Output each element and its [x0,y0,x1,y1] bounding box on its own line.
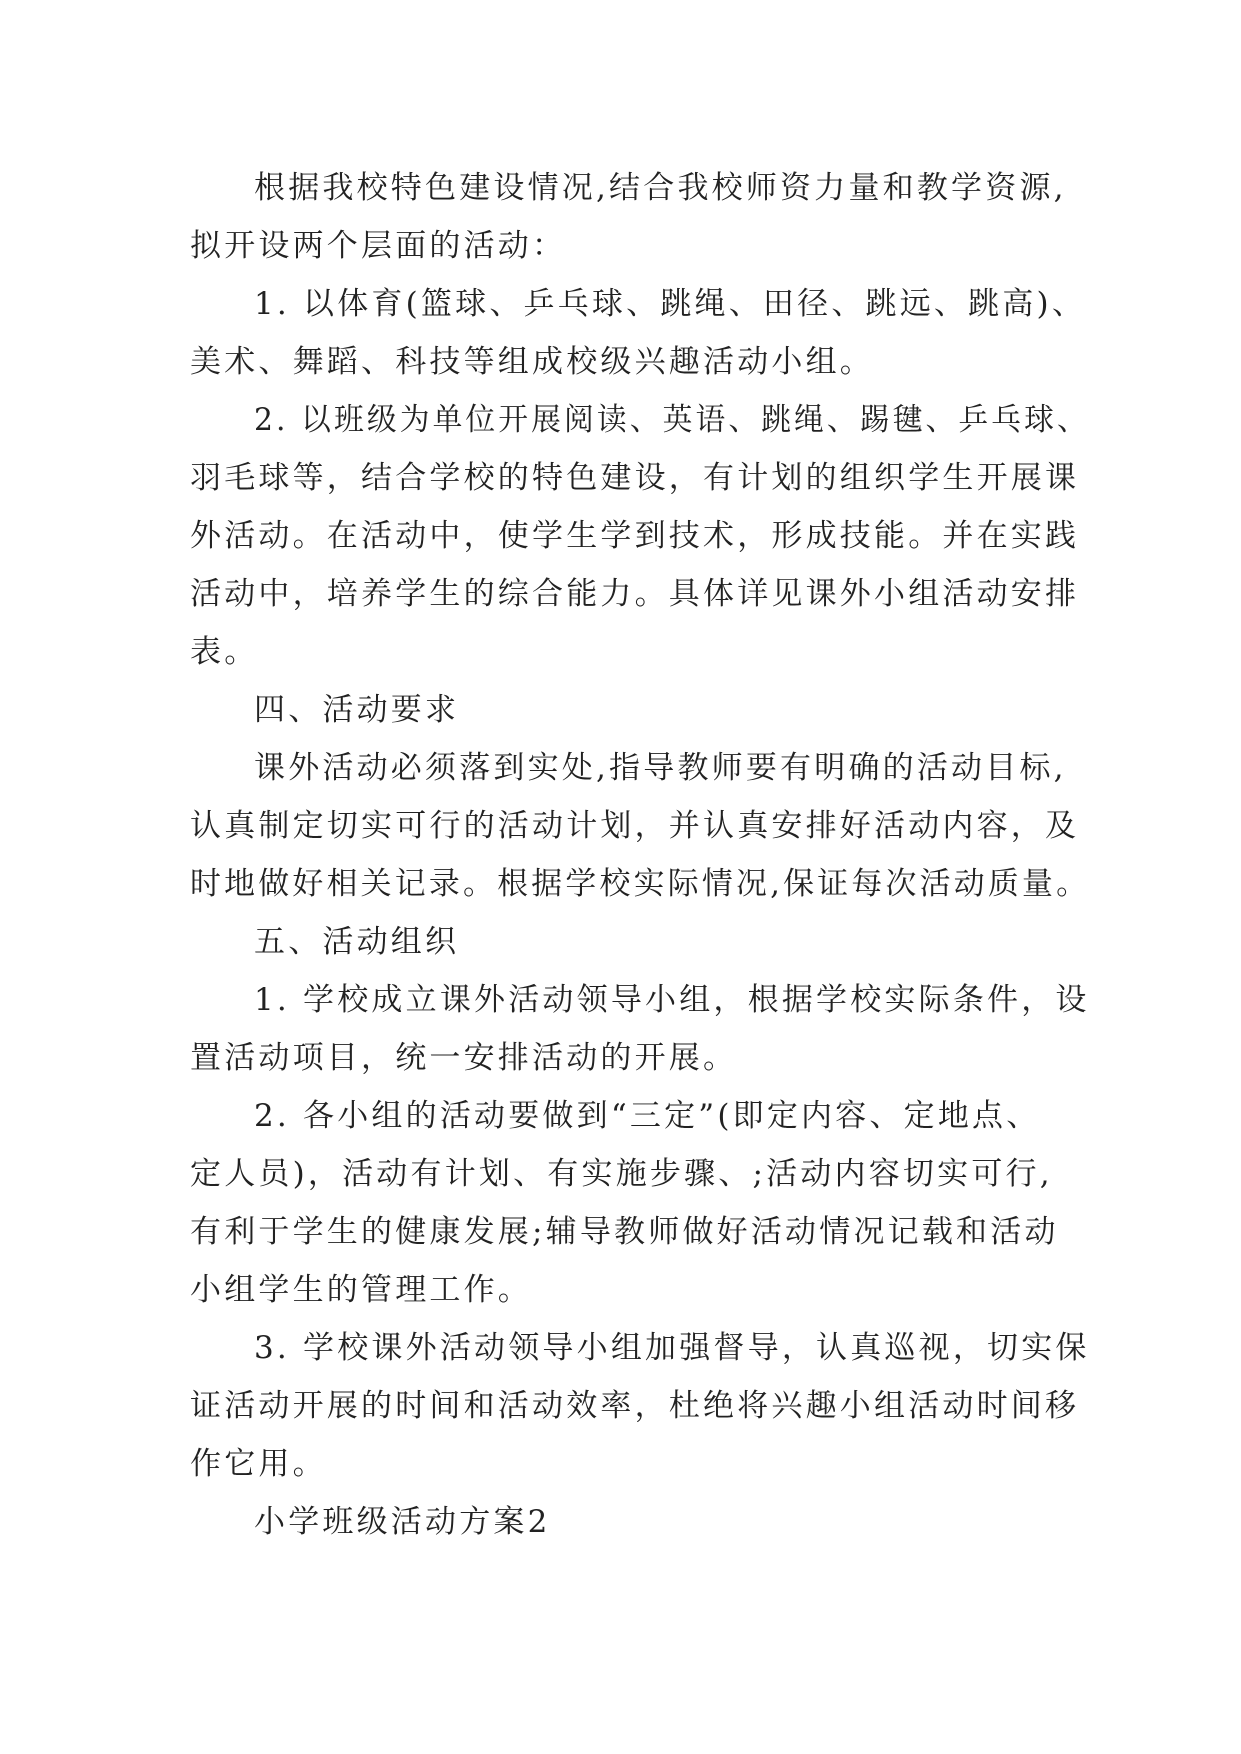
section-heading: 四、活动要求 [254,692,460,728]
list-item-line: 定人员)，活动有计划、有实施步骤、;活动内容切实可行, [190,1156,1053,1192]
paragraph-line: 课外活动必须落到实处,指导教师要有明确的活动目标, [254,750,1067,786]
list-item-line: 小组学生的管理工作。 [190,1272,532,1308]
section-title: 小学班级活动方案2 [254,1504,551,1540]
list-item-line: 有利于学生的健康发展;辅导教师做好活动情况记载和活动 [190,1214,1059,1250]
paragraph-line: 根据我校特色建设情况,结合我校师资力量和教学资源, [254,170,1067,206]
paragraph-line: 时地做好相关记录。根据学校实际情况,保证每次活动质量。 [190,866,1091,902]
list-item-line: 作它用。 [190,1446,327,1482]
list-item-line: 活动中，培养学生的综合能力。具体详见课外小组活动安排 [190,576,1080,612]
list-item-line: 证活动开展的时间和活动效率，杜绝将兴趣小组活动时间移 [190,1388,1080,1424]
list-item-line: 1. 以体育(篮球、乒乓球、跳绳、田径、跳远、跳高)、 [254,286,1087,322]
list-item-line: 3. 学校课外活动领导小组加强督导，认真巡视，切实保 [254,1330,1090,1366]
paragraph-line: 拟开设两个层面的活动： [190,228,567,264]
list-item-line: 外活动。在活动中，使学生学到技术，形成技能。并在实践 [190,518,1080,554]
paragraph-line: 认真制定切实可行的活动计划，并认真安排好活动内容，及 [190,808,1080,844]
list-item-line: 羽毛球等，结合学校的特色建设，有计划的组织学生开展课 [190,460,1080,496]
section-heading: 五、活动组织 [254,924,460,960]
list-item-line: 置活动项目，统一安排活动的开展。 [190,1040,738,1076]
list-item-line: 表。 [190,634,259,670]
list-item-line: 1. 学校成立课外活动领导小组，根据学校实际条件，设 [254,982,1090,1018]
list-item-line: 2. 各小组的活动要做到“三定”(即定内容、定地点、 [254,1098,1041,1134]
list-item-line: 2. 以班级为单位开展阅读、英语、跳绳、踢毽、乒乓球、 [254,402,1090,438]
list-item-line: 美术、舞蹈、科技等组成校级兴趣活动小组。 [190,344,874,380]
